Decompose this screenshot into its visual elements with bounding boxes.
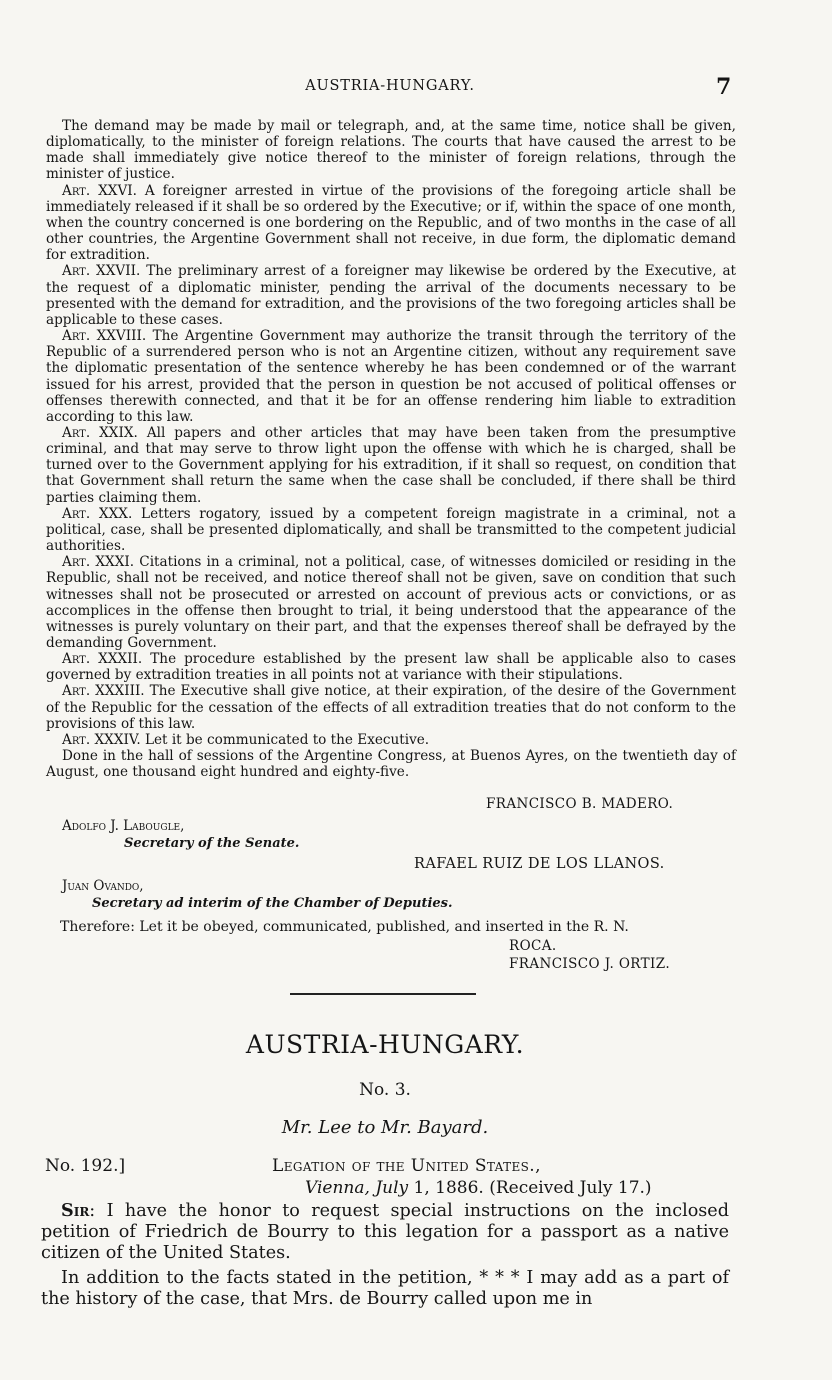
law-paragraph	[46, 118, 736, 183]
signature-labougle-name: Adolfo J. Labougle,	[62, 818, 185, 834]
signature-llanos: RAFAEL RUIZ DE LOS LLANOS.	[414, 856, 665, 872]
article-30	[46, 506, 736, 554]
article-text: The Executive shall give notice, at their expiration, of the desire of the Government of the Republic for the cessation of the effects of all extradition treaties that do not conform to the provisions of this law.	[46, 683, 736, 732]
law-text-block	[46, 118, 736, 780]
article-31	[46, 554, 736, 651]
article-text: Let it be communicated to the Executive.	[140, 731, 430, 748]
signature-labougle-title: Secretary of the Senate.	[124, 836, 300, 851]
page-number: 7	[716, 74, 732, 100]
article-label: Art. XXXI.	[62, 554, 135, 571]
article-text: All papers and other articles that may have been taken from the presumptive criminal, and that may serve to throw light upon the offense with which he is charged, shall be turned over to the Government applying for his extradition, if it shall so request, on condition that that Government shall return the same when the case shall be concluded, if there shall be third parties claiming them.	[46, 424, 736, 506]
article-34	[46, 732, 736, 748]
article-26	[46, 183, 736, 264]
article-29	[46, 425, 736, 506]
paragraph-text: Done in the hall of sessions of the Argentine Congress, at Buenos Ayres, on the twentieth day of August, one thousand eight hundred and eighty-five.	[46, 748, 736, 781]
article-label: Art. XXIX.	[62, 424, 138, 441]
article-text: The preliminary arrest of a foreigner may likewise be ordered by the Executive, at the request of a diplomatic minister, pending the arrival of the documents necessary to be presented with the demand for extradition, and the provisions of the two foregoing articles shall be applicable to these cases.	[46, 263, 737, 328]
article-text: A foreigner arrested in virtue of the provisions of the foregoing article shall be immediately released if it shall be so ordered by the Executive; or if, within the space of one month, when the country concerned is one bordering on the Republic, and of two months in the case of all other countries, the Argentine Government shall not receive, in due form, the diplomatic demand for extradition.	[46, 182, 736, 264]
section-divider	[290, 993, 476, 995]
article-text: The Argentine Government may authorize the transit through the territory of the Republic of a surrendered person who is not an Argentine citizen, without any requirement save the diplomatic presentation of the sentence whereby he has been condemned or of the warrant issued for his arrest, provided that the person in question be not accused of political offenses or offenses therewith connected, and that it be for an offense rendering him liable to extradition according to this law.	[46, 328, 736, 425]
therefore-line: Therefore: Let it be obeyed, communicated, published, and inserted in the R. N.	[60, 919, 629, 935]
document-number: No. 3.	[359, 1080, 411, 1100]
article-label: Art. XXXIV.	[62, 731, 141, 748]
paragraph-text: : I have the honor to request special instructions on the inclosed petition of Friedrich de Bourry to this legation for a passport as a native citizen of the United States.	[41, 1201, 729, 1263]
dispatch-number: No. 192.]	[45, 1156, 126, 1176]
paragraph-text: In addition to the facts stated in the petition, * * * I may add as a part of the history of the case, that Mrs. de Bourry called upon me in	[41, 1268, 729, 1309]
article-text: The procedure established by the present law shall be applicable also to cases governed by extradition treaties in all points not at variance with their stipulations.	[46, 651, 736, 684]
document-heading: Mr. Lee to Mr. Bayard.	[281, 1117, 489, 1138]
article-33	[46, 683, 736, 731]
dispatch-paragraph	[41, 1200, 729, 1264]
article-text: Citations in a criminal, not a political, case, of witnesses domiciled or residing in the Republic, shall not be received, and notice thereof shall not be given, save on condition that such witnesses shall not be prosecuted or arrested on account of previous acts or convictions, or as accomplices in the offense then brought to trial, it being understood that the appearance of the witnesses is purely voluntary on their part, and that the expenses thereof shall be defrayed by the demanding Government.	[46, 554, 736, 651]
article-label: Art. XXVII.	[62, 263, 141, 280]
article-label: Art. XXX.	[62, 505, 133, 522]
signature-ovando-name: Juan Ovando,	[62, 878, 144, 894]
salutation: Sir	[61, 1200, 90, 1221]
signature-ortiz: FRANCISCO J. ORTIZ.	[509, 956, 671, 972]
article-27	[46, 263, 736, 328]
article-label: Art. XXVIII.	[62, 328, 147, 345]
signature-ovando-title: Secretary ad interim of the Chamber of Deputies.	[92, 896, 453, 911]
article-label: Art. XXXIII.	[62, 683, 145, 700]
article-label: Art. XXVI.	[62, 182, 137, 199]
article-text: Letters rogatory, issued by a competent foreign magistrate in a criminal, not a political, case, shall be presented diplomatically, and shall be transmitted to the competent judicial authorities.	[46, 505, 736, 555]
article-32	[46, 651, 736, 683]
dispatch-body	[41, 1200, 729, 1314]
section-title: AUSTRIA-HUNGARY.	[245, 1030, 525, 1059]
article-label: Art. XXXII.	[62, 651, 143, 668]
running-header	[0, 74, 832, 100]
dateline-date: 1, 1886. (Received July 17.)	[408, 1178, 652, 1198]
dateline	[305, 1178, 652, 1198]
paragraph-text: The demand may be made by mail or telegraph, and, at the same time, notice shall be given, diplomatically, to the minister of foreign relations. The courts that have caused the arrest to be made shall immediately give notice thereof to the minister of foreign relations, through the minister of justice.	[46, 118, 736, 183]
dispatch-paragraph	[41, 1268, 729, 1310]
running-title: AUSTRIA-HUNGARY.	[305, 78, 475, 94]
legation-line: Legation of the United States.,	[272, 1156, 541, 1176]
signature-roca: ROCA.	[509, 938, 557, 954]
signature-madero: FRANCISCO B. MADERO.	[486, 796, 674, 812]
done-paragraph	[46, 748, 736, 780]
article-28	[46, 328, 736, 425]
dateline-place: Vienna, July	[305, 1178, 409, 1198]
